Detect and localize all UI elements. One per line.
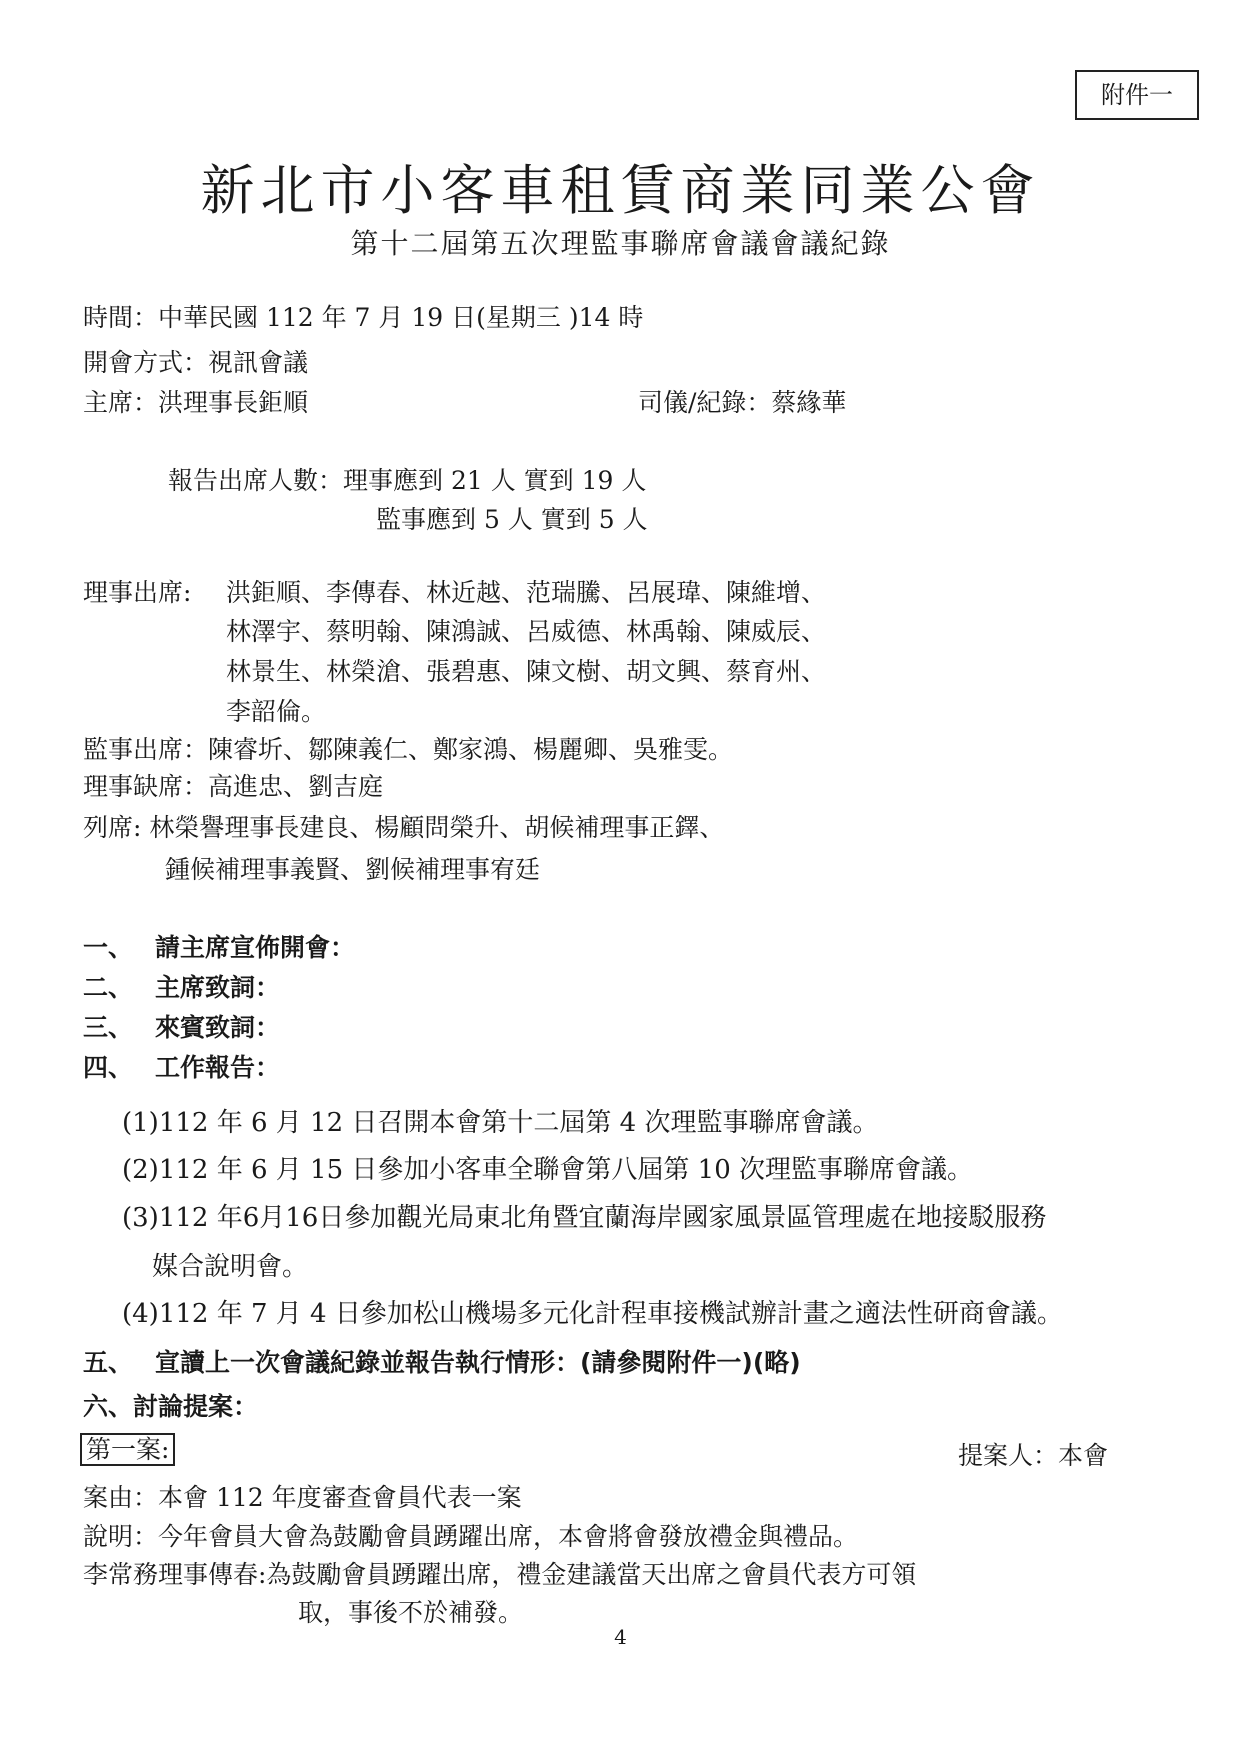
case-comment-continued: 取，事後不於補發。 [298,1598,524,1627]
meeting-time: 時間：中華民國 112 年 7 月 19 日(星期三 )14 時 [83,303,644,332]
section-heading: 四、 工作報告： [83,1053,281,1082]
work-report-item: (1)112 年 6 月 12 日召開本會第十二屆第 4 次理監事聯席會議。 [122,1108,879,1138]
work-report-item-continued: 媒合說明會。 [152,1252,309,1282]
work-report-item: (3)112 年6月16日參加觀光局東北角暨宜蘭海岸國家風景區管理處在地接駁服務 [122,1203,1047,1233]
page-number: 4 [614,1625,627,1649]
attendees-line: 列席: 林榮譽理事長建良、楊顧問榮升、胡候補理事正鐸、 [83,813,725,842]
section-heading: 二、 主席致詞： [83,973,281,1002]
section-heading: 三、 來賓致詞： [83,1013,281,1042]
directors-absent: 理事缺席：高進忠、劉吉庭 [83,772,384,801]
document-subtitle: 第十二屆第五次理監事聯席會議會議紀錄 [350,227,891,260]
directors-present-line: 林景生、林榮滄、張碧惠、陳文樹、胡文興、蔡育州、 [226,657,827,686]
attendees-line: 鍾候補理事義賢、劉候補理事宥廷 [165,855,541,884]
work-report-item: (2)112 年 6 月 15 日參加小客車全聯會第八屆第 10 次理監事聯席會議。 [122,1155,974,1185]
case-reason: 案由：本會 112 年度審查會員代表一案 [83,1483,522,1512]
document-title: 新北市小客車租賃商業同業公會 [200,159,1041,222]
directors-present-line: 李韶倫。 [226,697,327,726]
meeting-method: 開會方式：視訊會議 [83,348,309,377]
supervisors-present: 監事出席：陳睿圻、鄒陳義仁、鄭家鴻、楊麗卿、吳雅雯。 [83,735,734,764]
work-report-item: (4)112 年 7 月 4 日參加松山機場多元化計程車接機試辦計畫之適法性研商會議。 [122,1299,1063,1329]
section-heading: 五、 宣讀上一次會議紀錄並報告執行情形：(請參閱附件一)(略) [83,1348,801,1377]
attendance-supervisors: 監事應到 5 人 實到 5 人 [376,505,648,534]
attachment-label: 附件一 [1075,70,1199,120]
meeting-recorder: 司儀/紀錄：蔡緣華 [638,388,847,417]
attendance-directors: 報告出席人數：理事應到 21 人 實到 19 人 [168,466,647,495]
case-label: 第一案: [80,1433,175,1467]
directors-present-label: 理事出席: [83,578,192,607]
section-heading: 六、討論提案： [83,1392,259,1421]
meeting-chair: 主席：洪理事長鉅順 [83,388,309,417]
section-heading: 一、 請主席宣佈開會： [83,933,356,962]
directors-present-line: 林澤宇、蔡明翰、陳鴻誠、呂威德、林禹翰、陳威辰、 [226,617,827,646]
case-comment: 李常務理事傳春:為鼓勵會員踴躍出席，禮金建議當天出席之會員代表方可領 [83,1560,917,1589]
case-explanation: 說明：今年會員大會為鼓勵會員踴躍出席，本會將會發放禮金與禮品。 [83,1522,859,1551]
case-proposer: 提案人：本會 [958,1441,1109,1470]
directors-present-line: 洪鉅順、李傳春、林近越、范瑞騰、呂展瑋、陳維增、 [226,578,827,607]
